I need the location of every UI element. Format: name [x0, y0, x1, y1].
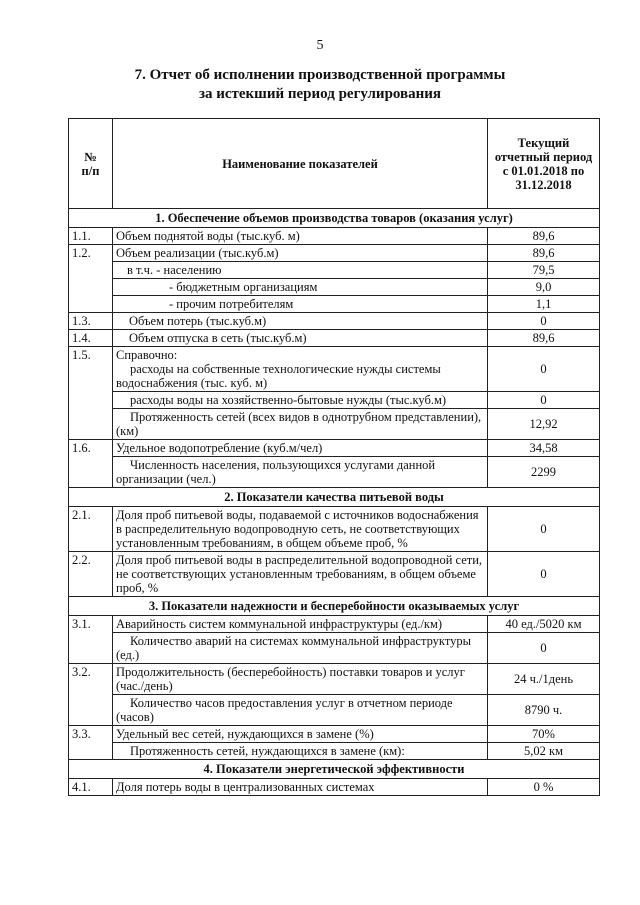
row-name: Объем отпуска в сеть (тыс.куб.м)	[113, 330, 488, 347]
section-row	[69, 597, 600, 616]
table-row	[69, 633, 600, 664]
section-title: 3. Показатели надежности и бесперебойности оказываемых услуг	[69, 597, 600, 616]
table-row	[69, 313, 600, 330]
row-num: 1.5.	[69, 347, 113, 440]
row-name: Протяженность сетей, нуждающихся в замене (км):	[113, 743, 488, 760]
header-period: Текущий отчетный период с 01.01.2018 по 31.12.2018	[488, 119, 600, 209]
row-value: 0	[488, 633, 600, 664]
row-value: 89,6	[488, 245, 600, 262]
row-value: 79,5	[488, 262, 600, 279]
row-name: Доля проб питьевой воды, подаваемой с источников водоснабжения в распределительную водопроводную сеть, не соответствующих установленным требованиям, в общем объеме проб, %	[113, 507, 488, 552]
row-value: 9,0	[488, 279, 600, 296]
row-name: Численность населения, пользующихся услугами данной организации (чел.)	[113, 457, 488, 488]
row-name: Объем потерь (тыс.куб.м)	[113, 313, 488, 330]
row-name: Доля проб питьевой воды в распределительной водопроводной сети, не соответствующих установленным требованиям, в общем объеме проб, %	[113, 552, 488, 597]
table-row	[69, 743, 600, 760]
table-row	[69, 457, 600, 488]
table-row	[69, 552, 600, 597]
section-title: 1. Обеспечение объемов производства товаров (оказания услуг)	[69, 209, 600, 228]
row-value: 0	[488, 313, 600, 330]
header-name: Наименование показателей	[113, 119, 488, 209]
row-num: 3.2.	[69, 664, 113, 726]
section-row	[69, 488, 600, 507]
row-num: 4.1.	[69, 779, 113, 796]
table-row	[69, 330, 600, 347]
table-row	[69, 347, 600, 392]
row-name: Количество аварий на системах коммунальной инфраструктуры (ед.)	[113, 633, 488, 664]
row-value: 0	[488, 392, 600, 409]
row-value: 12,92	[488, 409, 600, 440]
table-row	[69, 726, 600, 743]
table-row	[69, 695, 600, 726]
table-row	[69, 409, 600, 440]
row-value: 89,6	[488, 228, 600, 245]
row-name	[113, 347, 488, 392]
row-name-body: расходы на собственные технологические нужды системы водоснабжения (тыс. куб. м)	[116, 362, 441, 390]
page-number: 5	[316, 38, 324, 53]
row-value: 5,02 км	[488, 743, 600, 760]
row-num: 2.1.	[69, 507, 113, 552]
table-row	[69, 296, 600, 313]
row-name: Доля потерь воды в централизованных системах	[113, 779, 488, 796]
row-value: 0	[488, 552, 600, 597]
row-name: расходы воды на хозяйственно-бытовые нужды (тыс.куб.м)	[113, 392, 488, 409]
row-value: 70%	[488, 726, 600, 743]
row-name: - прочим потребителям	[113, 296, 488, 313]
row-name: Количество часов предоставления услуг в отчетном периоде (часов)	[113, 695, 488, 726]
report-table	[68, 118, 600, 796]
row-num: 2.2.	[69, 552, 113, 597]
table-row	[69, 779, 600, 796]
row-name: Объем реализации (тыс.куб.м)	[113, 245, 488, 262]
table-row	[69, 279, 600, 296]
row-name: Объем поднятой воды (тыс.куб. м)	[113, 228, 488, 245]
row-value: 0	[488, 507, 600, 552]
row-value: 40 ед./5020 км	[488, 616, 600, 633]
table-header	[69, 119, 600, 209]
section-row	[69, 760, 600, 779]
row-num: 1.4.	[69, 330, 113, 347]
table-row	[69, 440, 600, 457]
section-title: 4. Показатели энергетической эффективности	[69, 760, 600, 779]
row-value: 1,1	[488, 296, 600, 313]
table-row	[69, 245, 600, 262]
row-num: 1.1.	[69, 228, 113, 245]
header-num: № п/п	[69, 119, 113, 209]
row-name: Удельный вес сетей, нуждающихся в замене (%)	[113, 726, 488, 743]
title-line-1: 7. Отчет об исполнении производственной программы	[134, 67, 506, 83]
row-name-heading: Справочно:	[116, 348, 178, 362]
table-row	[69, 228, 600, 245]
row-name: Удельное водопотребление (куб.м/чел)	[113, 440, 488, 457]
section-title: 2. Показатели качества питьевой воды	[69, 488, 600, 507]
row-num: 3.3.	[69, 726, 113, 760]
row-value: 24 ч./1день	[488, 664, 600, 695]
report-title	[0, 66, 640, 104]
row-name: Протяженность сетей (всех видов в однотрубном представлении), (км)	[113, 409, 488, 440]
section-row	[69, 209, 600, 228]
row-value: 89,6	[488, 330, 600, 347]
row-num: 1.2.	[69, 245, 113, 313]
row-name: Продолжительность (бесперебойность) поставки товаров и услуг (час./день)	[113, 664, 488, 695]
row-num: 3.1.	[69, 616, 113, 664]
table-row	[69, 664, 600, 695]
table-row	[69, 392, 600, 409]
table-row	[69, 262, 600, 279]
row-value: 0	[488, 347, 600, 392]
row-name: - бюджетным организациям	[113, 279, 488, 296]
title-line-2: за истекший период регулирования	[198, 86, 442, 102]
row-value: 0 %	[488, 779, 600, 796]
table-row	[69, 616, 600, 633]
row-value: 8790 ч.	[488, 695, 600, 726]
row-name: Аварийность систем коммунальной инфраструктуры (ед./км)	[113, 616, 488, 633]
row-name: в т.ч. - населению	[113, 262, 488, 279]
row-num: 1.6.	[69, 440, 113, 488]
row-value: 2299	[488, 457, 600, 488]
row-value: 34,58	[488, 440, 600, 457]
row-num: 1.3.	[69, 313, 113, 330]
table-row	[69, 507, 600, 552]
